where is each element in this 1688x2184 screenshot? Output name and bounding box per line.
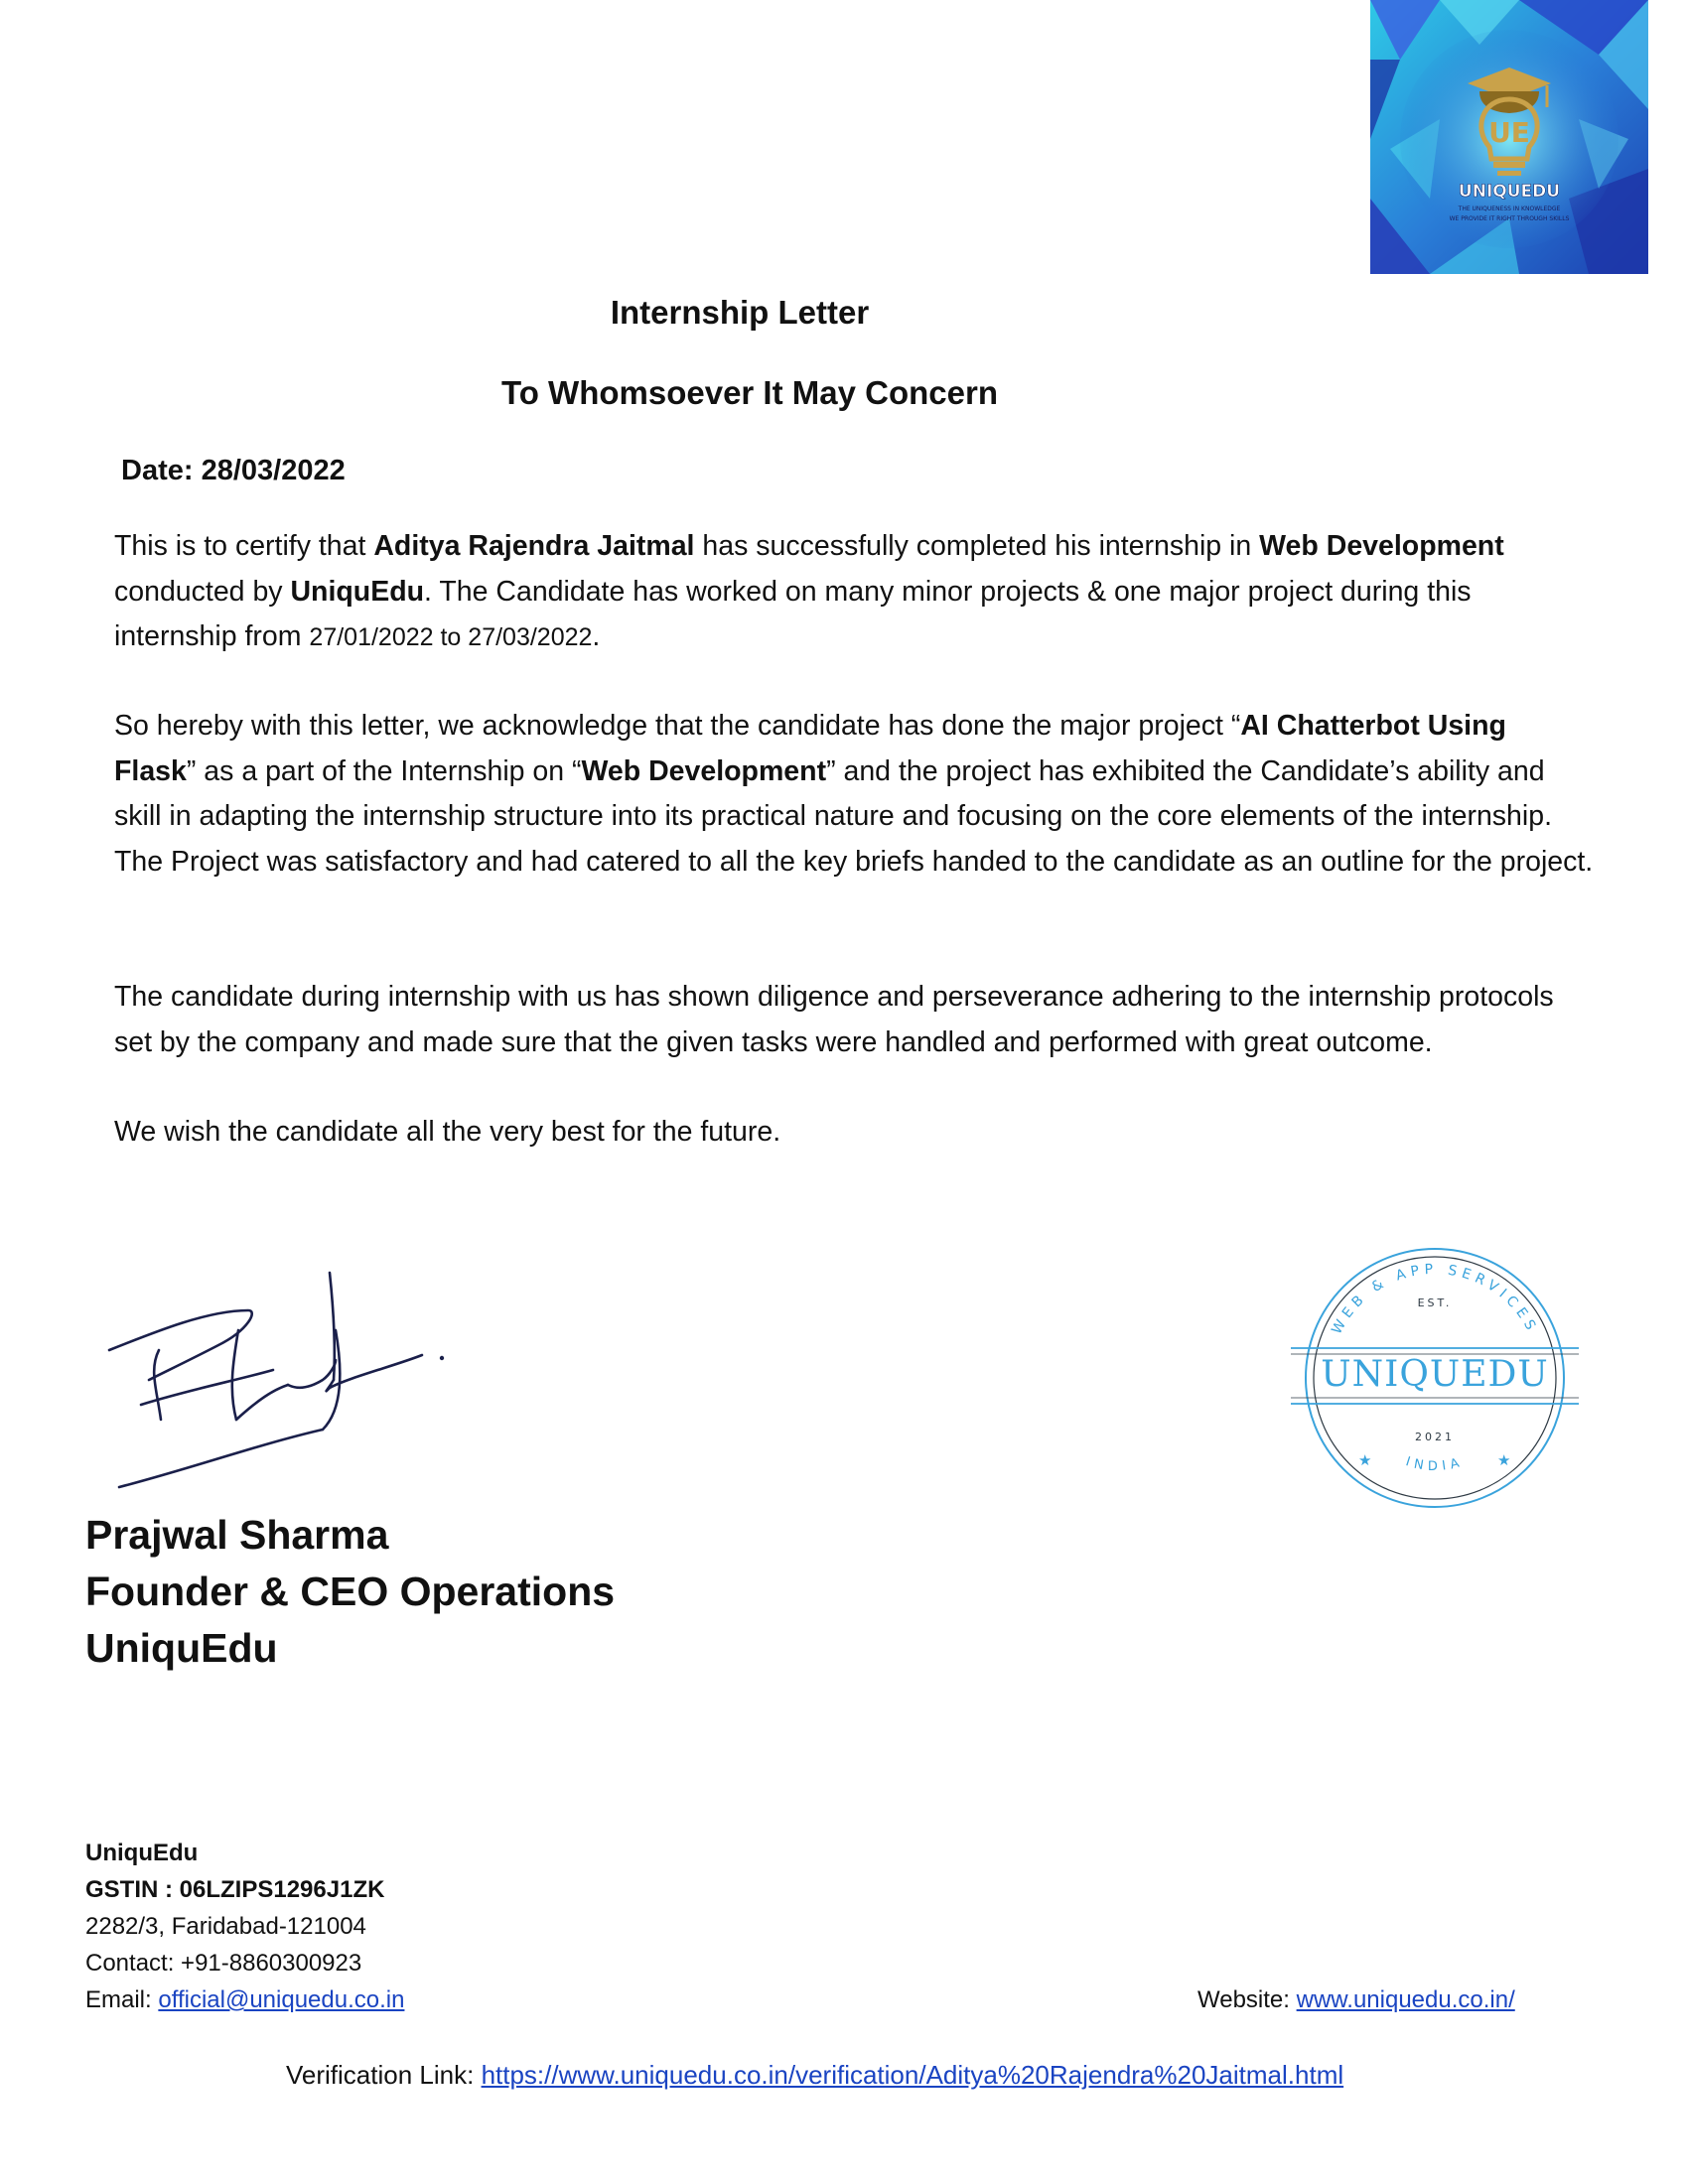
- signer-company: UniquEdu: [85, 1625, 278, 1671]
- paragraph-wishes: We wish the candidate all the very best for the future.: [114, 1116, 781, 1148]
- svg-text:★: ★: [1358, 1452, 1372, 1469]
- paragraph-conduct: The candidate during internship with us has shown diligence and perseverance adhering to the internship protocols set by the company and made sure that the given tasks were handled and performed with great outcome.: [114, 981, 1554, 1058]
- footer-website: Website: www.uniquedu.co.in/: [1197, 1986, 1515, 2013]
- company-seal: [1281, 1229, 1589, 1527]
- svg-text:★: ★: [1497, 1452, 1511, 1469]
- footer-verification: Verification Link: https://www.uniquedu.co.in/verification/Aditya%20Rajendra%20Jaitmal.html: [286, 2060, 1344, 2090]
- svg-text:UNIQUEDU: UNIQUEDU: [1321, 1354, 1549, 1395]
- letter-subtitle: To Whomsoever It May Concern: [501, 374, 998, 411]
- company-name: UniquEdu: [290, 575, 425, 608]
- svg-text:INDIA: INDIA: [1403, 1454, 1467, 1474]
- candidate-name: Aditya Rajendra Jaitmal: [373, 530, 695, 562]
- paragraph-project: So hereby with this letter, we acknowledge that the candidate has done the major project “AI Chatterbot Using Flask” as a part of the Internship on “Web Development” and the project has exhibited the Candidate’s ability and skill in adapting the internship structure into its practical nature and focusing on the core elements of the internship. The Project was satisfactory and had catered to all the key briefs handed to the candidate as an outline for the project.: [114, 710, 1594, 878]
- footer-email: Email: official@uniquedu.co.in: [85, 1986, 405, 2013]
- svg-text:UE: UE: [1488, 116, 1530, 149]
- svg-text:UNIQUEDU: UNIQUEDU: [1458, 182, 1561, 202]
- letter-date: Date: 28/03/2022: [121, 455, 346, 486]
- footer-gstin: GSTIN : 06LZIPS1296J1ZK: [85, 1876, 385, 1903]
- website-link[interactable]: www.uniquedu.co.in/: [1296, 1986, 1515, 2013]
- footer-address: 2282/3, Faridabad-121004: [85, 1913, 366, 1940]
- paragraph-certification: This is to certify that Aditya Rajendra Jaitmal has successfully completed his internship in Web Development conducted by UniquEdu. The Candidate has worked on many minor projects & one major project during this internship from 27/01/2022 to 27/03/2022.: [114, 530, 1504, 652]
- project-name: AI Chatterbot Using Flask: [114, 710, 1506, 787]
- letter-title: Internship Letter: [610, 294, 870, 331]
- signer-name: Prajwal Sharma: [85, 1512, 389, 1558]
- internship-field: Web Development: [581, 754, 827, 787]
- internship-field: Web Development: [1259, 530, 1504, 562]
- footer-contact: Contact: +91-8860300923: [85, 1950, 362, 1977]
- signature-image: [99, 1271, 477, 1509]
- svg-text:EST.: EST.: [1417, 1297, 1453, 1309]
- footer-company: UniquEdu: [85, 1840, 199, 1866]
- email-link[interactable]: official@uniquedu.co.in: [158, 1986, 405, 2013]
- svg-text:WEB & APP SERVICES: WEB & APP SERVICES: [1329, 1261, 1541, 1337]
- verification-link[interactable]: https://www.uniquedu.co.in/verification/Aditya%20Rajendra%20Jaitmal.html: [481, 2060, 1344, 2090]
- company-logo: [1370, 0, 1648, 274]
- svg-text:THE UNIQUENESS IN KNOWLEDGE: THE UNIQUENESS IN KNOWLEDGE: [1458, 205, 1561, 212]
- signer-title: Founder & CEO Operations: [85, 1569, 616, 1614]
- svg-text:WE PROVIDE IT RIGHT THROUGH SK: WE PROVIDE IT RIGHT THROUGH SKILLS: [1449, 215, 1570, 222]
- svg-text:2021: 2021: [1415, 1431, 1455, 1443]
- internship-dates: 27/01/2022 to 27/03/2022: [309, 623, 593, 651]
